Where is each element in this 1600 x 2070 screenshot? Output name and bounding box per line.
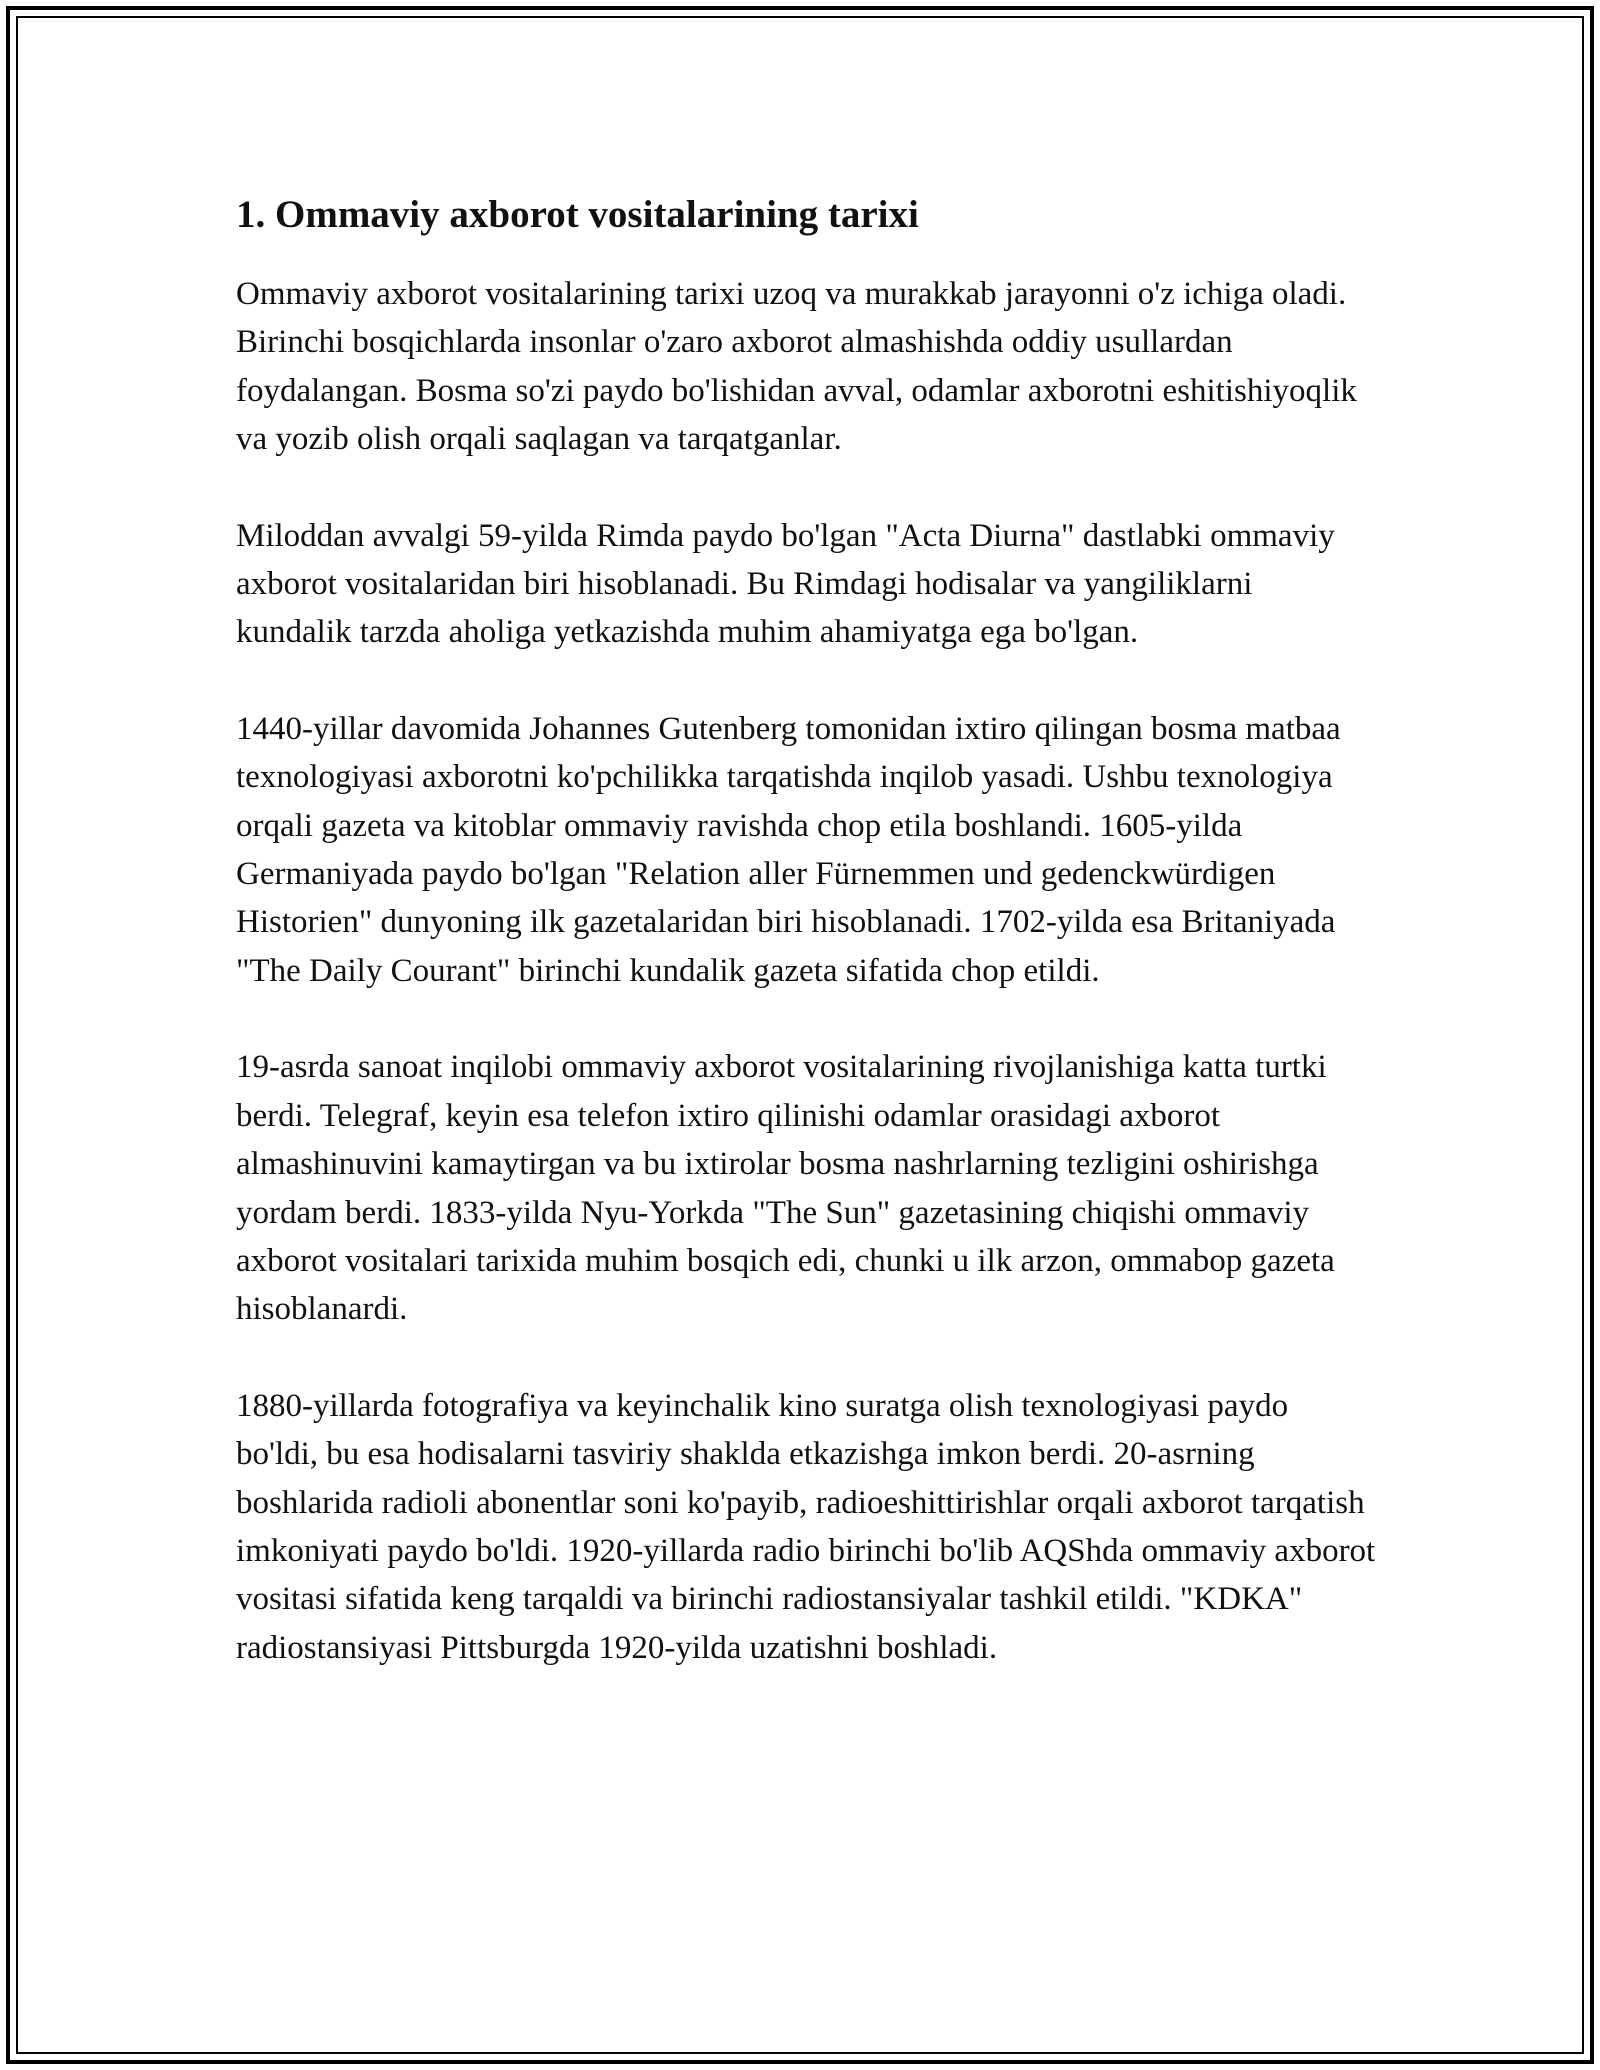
document-title: 1. Ommaviy axborot vositalarining tarixi xyxy=(236,193,919,236)
paragraph-photography-radio: 1880-yillarda fotografiya va keyinchalik kino suratga olish texnologiyasi paydo bo'ldi, bu esa hodisalarni tasviriy shaklda etkazishga imkon berdi. 20-asrning boshlarida radioli abonentlar soni ko'payib, radioeshittirishlar orqali axborot tarqatish imkoniyati paydo bo'ldi. 1920-yillarda radio birinchi bo'lib AQShda ommaviy axborot vositasi sifatida keng tarqaldi va birinchi radiostansiyalar tashkil etildi. "KDKA" radiostansiyasi Pittsburgda 1920-yilda uzatishni boshladi. xyxy=(236,1387,1376,1666)
paragraph-intro: Ommaviy axborot vositalarining tarixi uzoq va murakkab jarayonni o'z ichiga oladi. Birinchi bosqichlarda insonlar o'zaro axborot almashishda oddiy usullardan foydalangan. Bosma so'zi paydo bo'lishidan avval, odamlar axborotni eshitishiyoqlik va yozib olish orqali saqlagan va tarqatganlar. xyxy=(236,276,1357,458)
paragraph-gutenberg: 1440-yillar davomida Johannes Gutenberg tomonidan ixtiro qilingan bosma matbaa texnologiyasi axborotni ko'pchilikka tarqatishda inqilob yasadi. Ushbu texnologiya orqali gazeta va kitoblar ommaviy ravishda chop etila boshlandi. 1605-yilda Germaniyada paydo bo'lgan "Relation aller Fürnemmen und gedenckwürdigen Historien" dunyoning ilk gazetalaridan biri hisoblanadi. 1702-yilda esa Britaniyada "The Daily Courant" birinchi kundalik gazeta sifatida chop etildi. xyxy=(236,710,1341,989)
document-body xyxy=(236,188,1376,1720)
paragraph-19th-century: 19-asrda sanoat inqilobi ommaviy axborot vositalarining rivojlanishiga katta turtki berdi. Telegraf, keyin esa telefon ixtiro qilinishi odamlar orasidagi axborot almashinuvini kamaytirgan va bu ixtirolar bosma nashrlarning tezligini oshirishga yordam berdi. 1833-yilda Nyu-Yorkda "The Sun" gazetasining chiqishi ommaviy axborot vositalari tarixida muhim bosqich edi, chunki u ilk arzon, ommabop gazeta hisoblanardi. xyxy=(236,1049,1335,1328)
paragraph-acta-diurna: Miloddan avvalgi 59-yilda Rimda paydo bo'lgan "Acta Diurna" dastlabki ommaviy axborot vositalaridan biri hisoblanadi. Bu Rimdagi hodisalar va yangiliklarni kundalik tarzda aholiga yetkazishda muhim ahamiyatga ega bo'lgan. xyxy=(236,517,1335,651)
